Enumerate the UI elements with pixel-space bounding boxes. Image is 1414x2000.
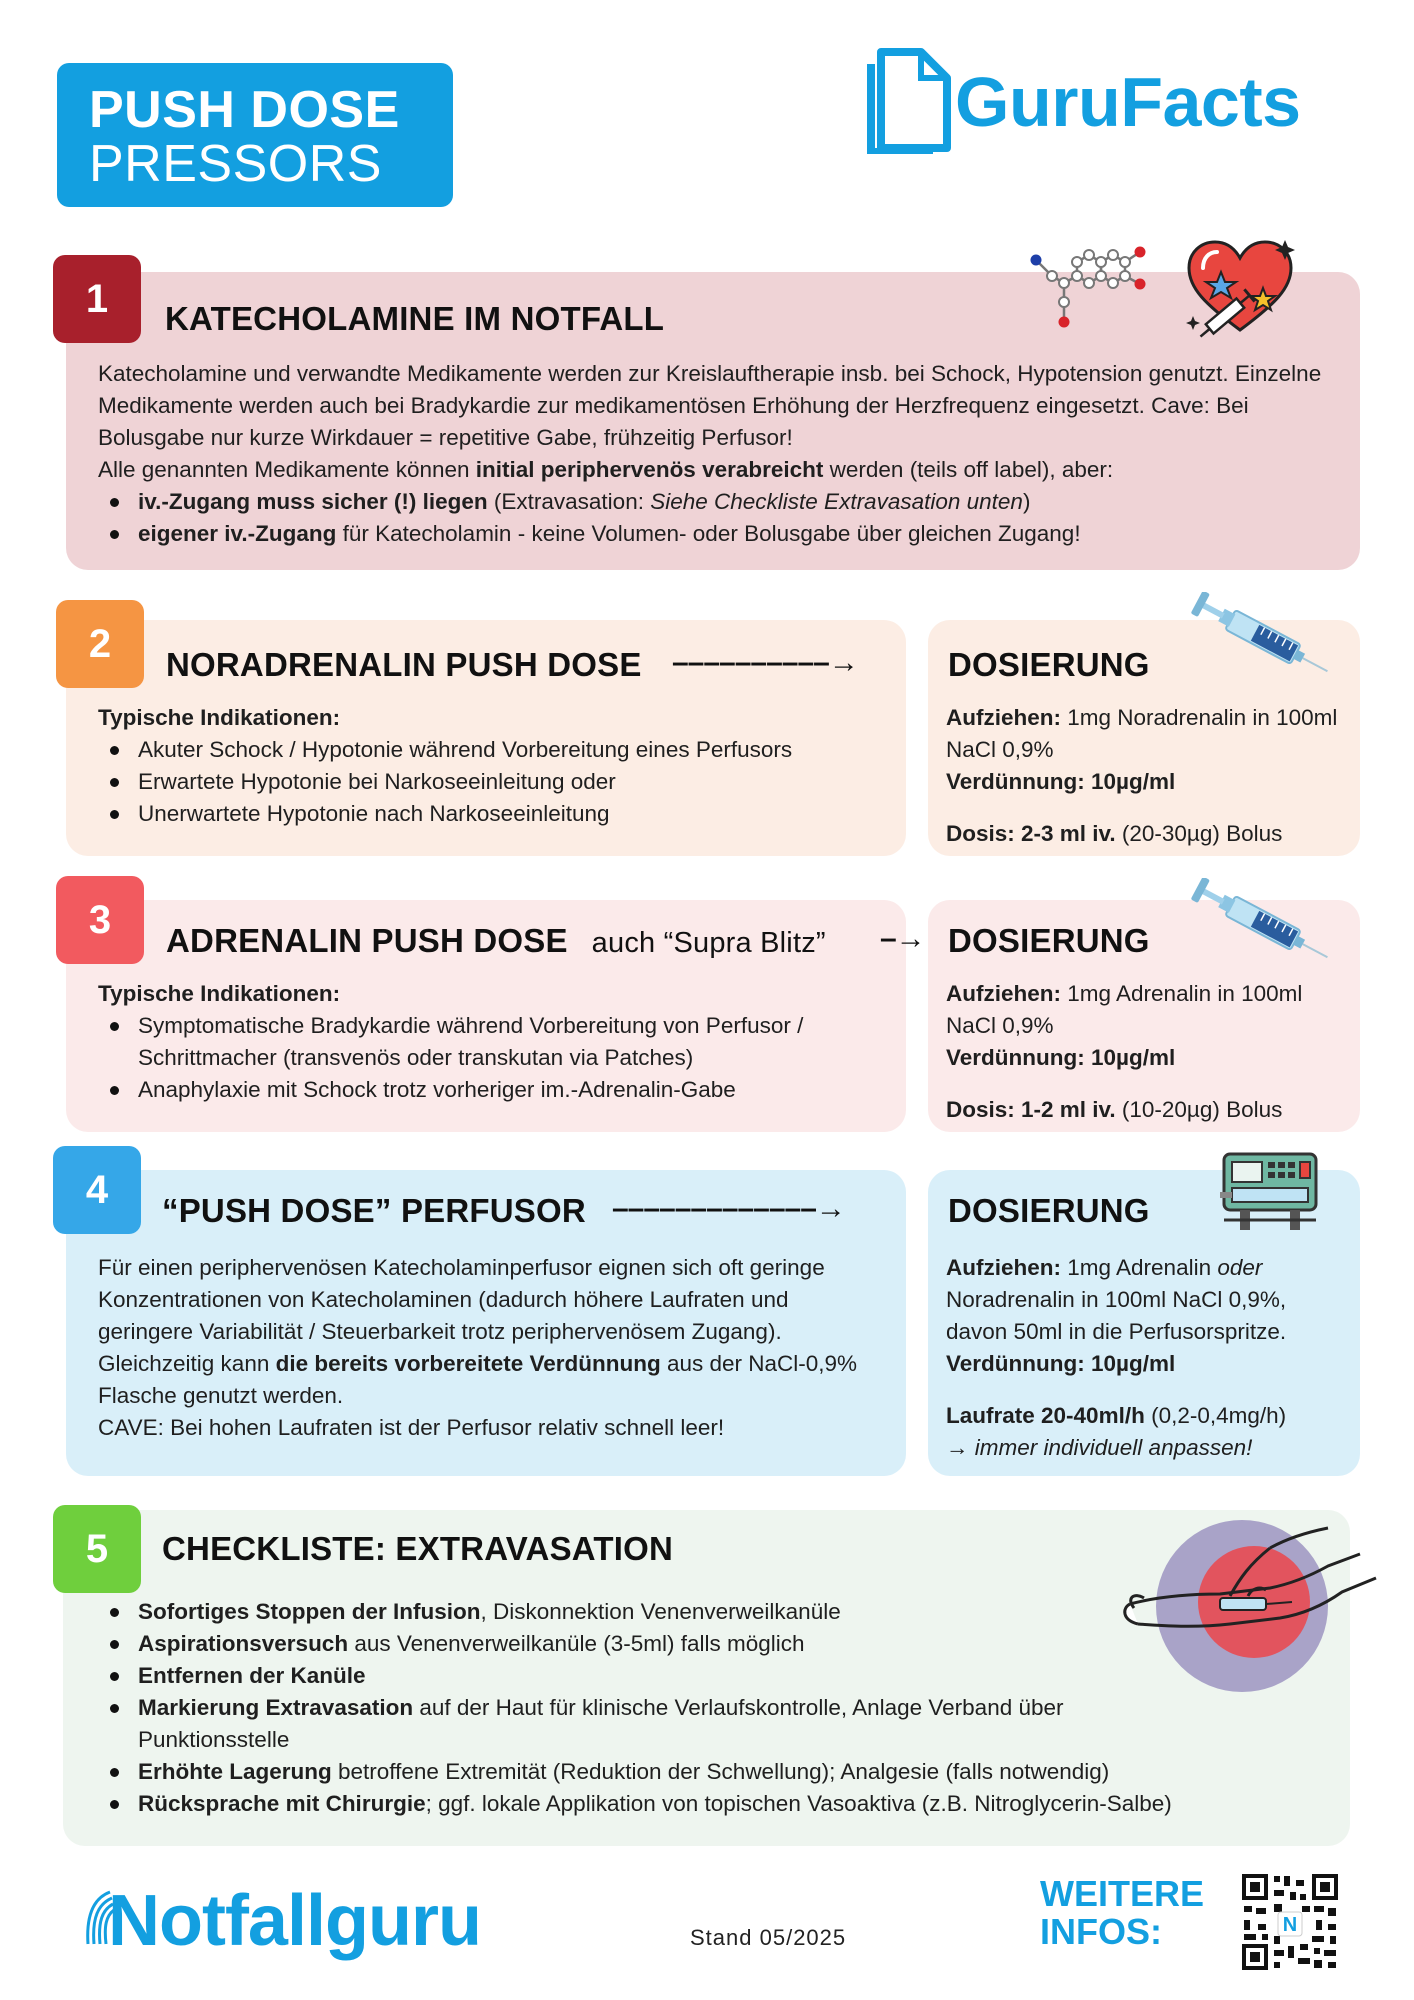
list-item: Anaphylaxie mit Schock trotz vorheriger im.-Adrenalin-Gabe xyxy=(98,1074,898,1106)
section2-dosis-label: Dosis: 2-3 ml iv. xyxy=(946,821,1116,846)
section4-verduennung: Verdünnung: 10µg/ml xyxy=(946,1351,1176,1376)
list-item xyxy=(98,1628,1298,1660)
checklist-bold: Sofortiges Stoppen der Infusion xyxy=(138,1599,481,1624)
section3-verduennung: Verdünnung: 10µg/ml xyxy=(946,1045,1176,1070)
list-item xyxy=(98,1660,1298,1692)
checklist-bold: Erhöhte Lagerung xyxy=(138,1759,332,1784)
section5-body xyxy=(98,1596,1298,1820)
section3-dosis-text: (10-20µg) Bolus xyxy=(1115,1097,1283,1122)
section1-bullets xyxy=(98,486,1338,550)
section2-body xyxy=(98,702,898,830)
syringe-icon xyxy=(1188,878,1338,968)
section2-dose-body xyxy=(946,702,1346,850)
list-item: Erwartete Hypotonie bei Narkoseeinleitung oder xyxy=(98,766,898,798)
section2-aufziehen-text: 1mg Noradrenalin in 100ml NaCl 0,9% xyxy=(946,705,1338,762)
checklist-bold: Entfernen der Kanüle xyxy=(138,1663,366,1688)
footer-logo-text: Notfallguru xyxy=(108,1881,481,1961)
checklist-text: betroffene Extremität (Reduktion der Schwellung); Analgesie (falls notwendig) xyxy=(331,1759,1110,1784)
section4-arrow: –––––––––––––→ xyxy=(612,1192,845,1225)
section5-badge: 5 xyxy=(53,1505,141,1593)
section1-title: KATECHOLAMINE IM NOTFALL xyxy=(165,300,665,337)
section3-indications xyxy=(98,1010,898,1106)
section4-laufrate-note: → immer individuell anpassen! xyxy=(946,1435,1253,1460)
gurufacts-logo xyxy=(863,48,1343,158)
section1-b1-end: ) xyxy=(1022,489,1031,514)
checklist-text: , Diskonnektion Venenverweilkanüle xyxy=(480,1599,841,1624)
list-item xyxy=(98,486,1338,518)
section3-dose-body xyxy=(946,978,1346,1126)
syringe-icon xyxy=(1188,592,1338,682)
section2-arrow: ––––––––––→ xyxy=(672,646,858,679)
section1-badge: 1 xyxy=(53,255,141,343)
section4-laufrate-text: (0,2-0,4mg/h) xyxy=(1144,1403,1287,1428)
list-item xyxy=(98,518,1338,550)
section4-aufziehen-b: Noradrenalin in 100ml NaCl 0,9%, davon 50ml in die Perfusorspritze. xyxy=(946,1287,1287,1344)
section3-title-text: ADRENALIN PUSH DOSE xyxy=(166,922,568,959)
section1-b2-bold: eigener iv.-Zugang xyxy=(138,521,337,546)
checklist-text: ; ggf. lokale Applikation von topischen Vasoaktiva (z.B. Nitroglycerin-Salbe) xyxy=(425,1791,1172,1816)
molecule-icon xyxy=(1022,240,1162,335)
section1-b1-italic: Siehe Checkliste Extravasation unten xyxy=(650,489,1023,514)
section4-body xyxy=(98,1252,888,1444)
section5-checklist xyxy=(98,1596,1298,1820)
section4-laufrate-label: Laufrate 20-40ml/h xyxy=(946,1403,1145,1428)
list-item xyxy=(98,1788,1298,1820)
section4-p-post: aus der NaCl-0,9% Flasche genutzt werden. xyxy=(98,1351,858,1408)
svg-text:N: N xyxy=(1282,1914,1298,1936)
section2-verduennung: Verdünnung: 10µg/ml xyxy=(946,769,1176,794)
section1-p2-post: werden (teils off label), aber: xyxy=(823,457,1114,482)
section4-aufziehen-label: Aufziehen: xyxy=(946,1255,1061,1280)
section3-body xyxy=(98,978,898,1106)
title-box xyxy=(57,63,453,207)
section4-dose-title: DOSIERUNG xyxy=(948,1192,1150,1229)
notfallguru-logo xyxy=(80,1880,530,1960)
brand-name: GuruFacts xyxy=(955,63,1301,141)
section1-b1-text: (Extravasation: xyxy=(487,489,651,514)
section2-aufziehen-label: Aufziehen: xyxy=(946,705,1061,730)
section1-b2-text: für Katecholamin - keine Volumen- oder Bolusgabe über gleichen Zugang! xyxy=(336,521,1081,546)
section2-dosis xyxy=(946,818,1346,850)
section1-paragraph2 xyxy=(98,454,1338,486)
section2-dose-title: DOSIERUNG xyxy=(948,646,1150,683)
section1-paragraph1: Katecholamine und verwandte Medikamente werden zur Kreislauftherapie insb. bei Schock, Hypotension genutzt. Einzelne Medikamente werden auch bei Bradykardie zur medikamentösen Erhöhung der Herzfrequenz eingesetzt. Cave: Bei Bolusgabe nur kurze Wirkdauer = repetitive Gabe, frühzeitig Perfusor! xyxy=(98,361,1322,450)
section4-badge: 4 xyxy=(53,1146,141,1234)
section2-ind-label: Typische Indikationen: xyxy=(98,705,341,730)
list-item: Symptomatische Bradykardie während Vorbereitung von Perfusor / Schrittmacher (transvenös oder transkutan via Patches) xyxy=(98,1010,898,1074)
infusion-pump-icon xyxy=(1220,1150,1320,1234)
checklist-bold: Markierung Extravasation xyxy=(138,1695,414,1720)
more-info-line2: INFOS: xyxy=(1040,1911,1162,1952)
qr-code-icon[interactable] xyxy=(1240,1872,1340,1972)
list-item xyxy=(98,1596,1298,1628)
list-item: Akuter Schock / Hypotonie während Vorbereitung eines Perfusors xyxy=(98,734,898,766)
section3-dose-title: DOSIERUNG xyxy=(948,922,1150,959)
stand-date: Stand 05/2025 xyxy=(690,1925,847,1950)
section4-p-pre: Für einen periphervenösen Katecholaminperfusor eignen sich oft geringe Konzentrationen von Katecholaminen (dadurch höhere Laufraten und geringere Variabilität / Steuerbarkeit trotz periphervenösem Zugang). Gleichzeitig kann xyxy=(98,1255,825,1376)
section1-body xyxy=(98,358,1338,550)
more-info-label xyxy=(1040,1875,1204,1951)
heart-syringe-icon xyxy=(1185,238,1295,338)
section4-cave: CAVE: Bei hohen Laufraten ist der Perfusor relativ schnell leer! xyxy=(98,1415,725,1440)
list-item xyxy=(98,1756,1298,1788)
list-item: Unerwartete Hypotonie nach Narkoseeinleitung xyxy=(98,798,898,830)
list-item xyxy=(98,1692,1178,1756)
section3-dosis-label: Dosis: 1-2 ml iv. xyxy=(946,1097,1116,1122)
section2-indications xyxy=(98,734,898,830)
section3-aufziehen xyxy=(946,978,1346,1042)
section2-aufziehen xyxy=(946,702,1346,766)
section4-title: “PUSH DOSE” PERFUSOR xyxy=(162,1192,586,1229)
section4-p-bold: die bereits vorbereitete Verdünnung xyxy=(275,1351,661,1376)
section3-title xyxy=(166,922,826,960)
section4-aufziehen xyxy=(946,1252,1346,1348)
section4-laufrate xyxy=(946,1400,1346,1432)
section2-title: NORADRENALIN PUSH DOSE xyxy=(166,646,642,683)
section1-p2-bold: initial periphervenös verabreicht xyxy=(475,457,824,482)
section3-aufziehen-label: Aufziehen: xyxy=(946,981,1061,1006)
section2-badge: 2 xyxy=(56,600,144,688)
title-line2: PRESSORS xyxy=(89,135,382,193)
section3-arrow: –→ xyxy=(880,922,925,955)
checklist-bold: Aspirationsversuch xyxy=(138,1631,349,1656)
section4-aufziehen-oder: oder xyxy=(1217,1255,1263,1280)
section2-dosis-text: (20-30µg) Bolus xyxy=(1115,821,1283,846)
section5-title: CHECKLISTE: EXTRAVASATION xyxy=(162,1530,674,1567)
document-icon xyxy=(863,48,953,154)
section1-p2-pre: Alle genannten Medikamente können xyxy=(98,457,476,482)
checklist-bold: Rücksprache mit Chirurgie xyxy=(138,1791,426,1816)
section3-ind-label: Typische Indikationen: xyxy=(98,981,341,1006)
section4-dose-body xyxy=(946,1252,1346,1464)
section3-dosis xyxy=(946,1094,1346,1126)
section1-b1-bold: iv.-Zugang muss sicher (!) liegen xyxy=(138,489,488,514)
section4-paragraph xyxy=(98,1252,888,1412)
checklist-text: aus Venenverweilkanüle (3-5ml) falls möglich xyxy=(348,1631,805,1656)
section3-subtitle: auch “Supra Blitz” xyxy=(591,927,826,959)
section3-badge: 3 xyxy=(56,876,144,964)
section4-aufziehen-a: 1mg Adrenalin xyxy=(1061,1255,1218,1280)
title-line1: PUSH DOSE xyxy=(89,81,400,139)
more-info-line1: WEITERE xyxy=(1040,1873,1205,1914)
checklist-text: auf der Haut für klinische Verlaufskontrolle, Anlage Verband über Punktionsstelle xyxy=(138,1695,1064,1752)
section3-aufziehen-text: 1mg Adrenalin in 100ml NaCl 0,9% xyxy=(946,981,1303,1038)
